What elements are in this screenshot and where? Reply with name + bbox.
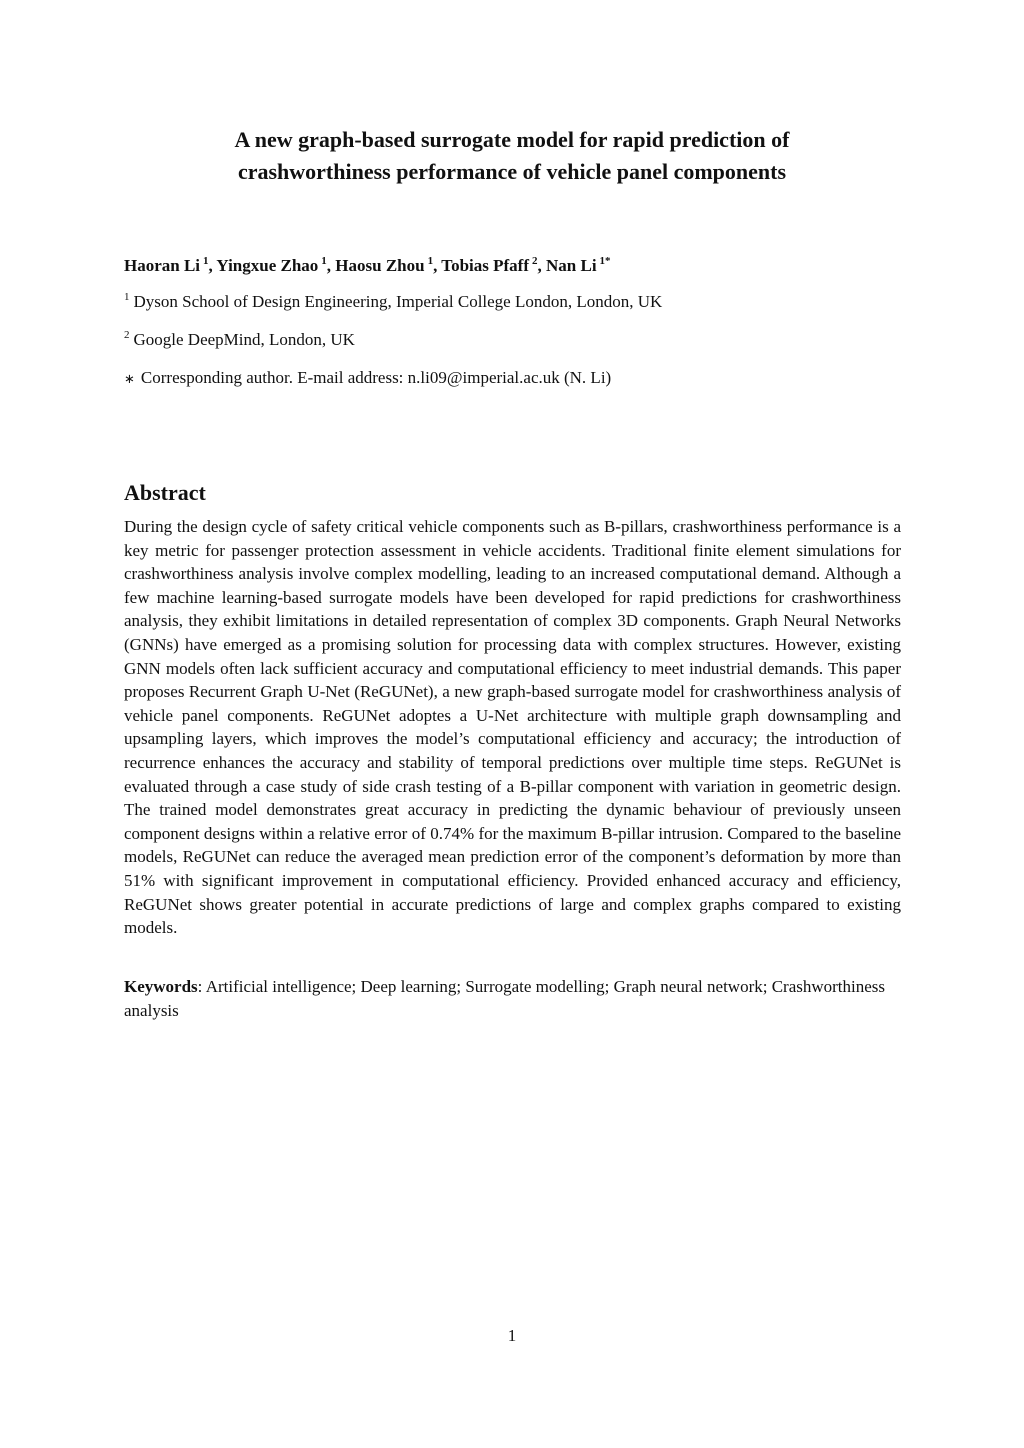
corresponding-author-note (124, 366, 900, 392)
author-affiliation-mark: 1* (599, 255, 611, 267)
author-affiliation-mark: 1 (321, 255, 327, 267)
author-name: Haosu Zhou (335, 256, 425, 275)
affiliation-text: Google DeepMind, London, UK (133, 330, 355, 349)
author-separator: , (326, 256, 336, 275)
corresponding-author-text: Corresponding author. E-mail address: n.li09@imperial.ac.uk (N. Li) (140, 368, 612, 387)
author-affiliation-mark: 1 (427, 255, 434, 267)
affiliation-text: Dyson School of Design Engineering, Imperial College London, London, UK (133, 292, 663, 311)
author-name: Haoran Li (124, 256, 201, 275)
author-name: Yingxue Zhao (216, 256, 319, 275)
author-list (124, 254, 900, 278)
page-number: 1 (507, 1326, 517, 1345)
asterisk-icon: ∗ (124, 372, 135, 387)
keywords-text: : Artificial intelligence; Deep learning; Surrogate modelling; Graph neural network; Crashworthiness analysis (124, 977, 886, 1020)
abstract-heading: Abstract (124, 480, 206, 505)
author-affiliation-mark: 2 (532, 255, 538, 267)
affiliation-2 (124, 328, 900, 352)
affiliation-mark: 2 (124, 329, 130, 341)
author-affiliation-mark: 1 (203, 255, 209, 267)
author-name: Nan Li (546, 256, 597, 275)
paper-title (124, 124, 900, 188)
author-separator: , (537, 256, 546, 275)
keywords-label: Keywords (124, 977, 198, 996)
author-separator: , (433, 256, 442, 275)
affiliation-1 (124, 290, 900, 314)
paper-title-line-2: crashworthiness performance of vehicle panel components (237, 159, 787, 184)
keywords-paragraph (124, 975, 901, 1022)
author-separator: , (208, 256, 217, 275)
author-name: Tobias Pfaff (441, 256, 529, 275)
affiliation-mark: 1 (124, 291, 130, 303)
abstract-body: During the design cycle of safety critical vehicle components such as B-pillars, crashworthiness performance is a key metric for passenger protection assessment in vehicle accidents. Traditional finite element simulations for crashworthiness analysis involve complex modelling, leading to an increased computational demand. Although a few machine learning-based surrogate models have been developed for rapid predictions for crashworthiness analysis, they exhibit limitations in detailed representation of complex 3D components. Graph Neural Networks (GNNs) have emerged as a promising solution for processing data with complex structures. However, existing GNN models often lack sufficient accuracy and computational efficiency to meet industrial demands. This paper proposes Recurrent Graph U-Net (ReGUNet), a new graph-based surrogate model for crashworthiness analysis of vehicle panel components. ReGUNet adoptes a U-Net architecture with multiple graph downsampling and upsampling layers, which improves the model’s computational efficiency and accuracy; the introduction of recurrence enhances the accuracy and stability of temporal predictions over multiple time steps. ReGUNet is evaluated through a case study of side crash testing of a B-pillar component with variation in geometric design. The trained model demonstrates great accuracy in predicting the dynamic behaviour of previously unseen component designs within a relative error of 0.74% for the maximum B-pillar intrusion. Compared to the baseline models, ReGUNet can reduce the averaged mean prediction error of the component’s deformation by more than 51% with significant improvement in computational efficiency. Provided enhanced accuracy and efficiency, ReGUNet shows greater potential in accurate predictions of large and complex graphs compared to existing models. (124, 517, 901, 938)
paper-title-line-1: A new graph-based surrogate model for rapid prediction of (234, 127, 790, 152)
